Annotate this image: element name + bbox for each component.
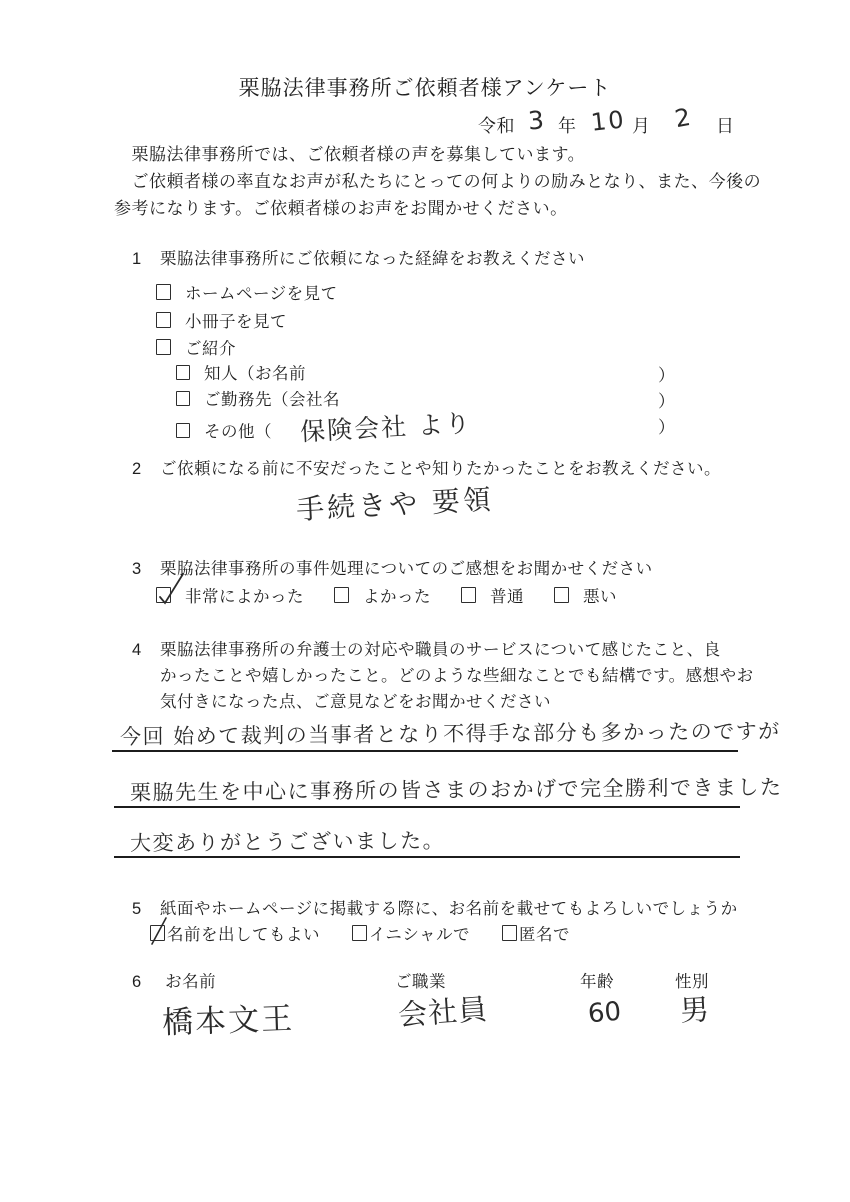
date-line — [478, 102, 758, 142]
q1-option-booklet — [156, 308, 287, 332]
intro-line-1: 栗脇法律事務所では、ご依頼者様の声を募集しています。 — [114, 145, 586, 164]
date-era-label: 令和 — [478, 116, 515, 136]
q4-answer-line-2: 栗脇先生を中心に事務所の皆さまのおかげで完全勝利できました — [114, 766, 740, 808]
q5-title: 5 紙面やホームページに掲載する際に、お名前を載せてもよろしいでしょうか — [132, 900, 738, 918]
checkbox-referral — [156, 339, 171, 355]
date-year-label: 年 — [558, 116, 577, 136]
q4-title: 4 栗脇法律事務所の弁護士の対応や職員のサービスについて感じたこと、良 かったことや嬉しかったこと。どのような些細なことでも結構です。感想やお 気付きになった点、ご意見などをお聞かせください — [132, 637, 754, 715]
q5-options-row — [150, 921, 570, 945]
q1-option-label: ホームページを見て — [185, 285, 338, 303]
checkbox-anonymous — [502, 925, 517, 941]
q6-label-age: 年齢 — [580, 973, 614, 991]
q3-title: 3 栗脇法律事務所の事件処理についてのご感想をお聞かせください — [132, 560, 653, 578]
q5-option-initials: イニシャルで — [352, 921, 470, 945]
q6-label-gender: 性別 — [675, 973, 709, 991]
q6-age-handwritten: 60 — [586, 996, 623, 1030]
q1-option-referral — [156, 335, 236, 359]
date-day-label: 日 — [716, 116, 735, 136]
date-year-handwritten: 3 — [527, 105, 545, 136]
q1-number: 1 — [132, 250, 142, 268]
checkbox-average — [461, 587, 476, 603]
date-month-label: 月 — [632, 116, 651, 136]
checkbox-good — [334, 587, 349, 603]
close-paren: ） — [658, 392, 676, 411]
date-month-handwritten: 10 — [589, 105, 627, 137]
q6-label-occupation: ご職業 — [395, 973, 446, 991]
q6-row — [132, 968, 709, 992]
q1-title: 1 栗脇法律事務所にご依頼になった経緯をお教えください — [132, 250, 585, 268]
q1-option-label: 小冊子を見て — [185, 313, 287, 331]
q1-sub-option-label: 知人（お名前 — [204, 365, 306, 383]
handwritten-check-mark — [154, 572, 186, 608]
q1-other-handwritten-answer: 保険会社 より — [299, 408, 473, 447]
q4-answer-line-1: 今回 始めて裁判の当事者となり不得手な部分も多かったのですが — [112, 712, 738, 752]
q3-option-bad: 悪い — [554, 583, 617, 607]
handwritten-slash-mark — [148, 910, 174, 946]
q2-title: 2 ご依頼になる前に不安だったことや知りたかったことをお教えください。 — [132, 460, 721, 478]
checkbox-employer — [176, 391, 190, 406]
date-day-handwritten: 2 — [672, 102, 693, 134]
q6-occupation-handwritten: 会社員 — [397, 991, 490, 1033]
q1-option-label: ご紹介 — [185, 340, 236, 358]
checkbox-booklet — [156, 312, 171, 328]
checkbox-bad — [554, 587, 569, 603]
intro-line-3: 参考になります。ご依頼者様のお声をお聞かせください。 — [114, 199, 568, 218]
q1-sub-option-other — [176, 408, 676, 448]
checkbox-other — [176, 423, 190, 438]
q6-label-name: お名前 — [165, 973, 217, 991]
intro-line-2: ご依頼者様の率直なお声が私たちにとっての何よりの励みとなり、また、今後の — [114, 172, 762, 191]
q1-option-homepage — [156, 280, 338, 304]
checkbox-homepage — [156, 284, 171, 300]
q3-number: 3 — [132, 560, 142, 578]
q3-option-good: よかった — [334, 583, 431, 607]
q6-number: 6 — [132, 973, 142, 991]
q5-option-real-name: 名前を出してもよい — [150, 921, 320, 945]
checkbox-acquaintance — [176, 365, 190, 380]
q1-sub-option-label: その他（ — [204, 423, 272, 441]
q4-answer-line-3: 大変ありがとうございました。 — [114, 816, 740, 858]
q6-name-handwritten: 橋本文王 — [161, 1000, 295, 1042]
q5-number: 5 — [132, 900, 142, 918]
form-title: 栗脇法律事務所ご依頼者様アンケート — [238, 77, 612, 100]
q5-option-anonymous: 匿名で — [502, 921, 570, 945]
q1-sub-option-acquaintance — [176, 360, 676, 384]
q3-option-average: 普通 — [461, 583, 524, 607]
close-paren: ） — [658, 418, 676, 437]
q2-number: 2 — [132, 460, 142, 478]
q1-sub-option-label: ご勤務先（会社名 — [204, 391, 340, 409]
q3-option-excellent: 非常によかった — [156, 583, 304, 607]
intro-paragraph — [114, 141, 761, 222]
q6-gender-handwritten: 男 — [679, 992, 710, 1028]
q3-options-row — [156, 583, 617, 607]
q4-number: 4 — [132, 641, 142, 659]
checkbox-real-name — [150, 925, 165, 941]
q2-handwritten-answer: 手続きや 要領 — [295, 482, 495, 527]
checkbox-initials — [352, 925, 367, 941]
checkbox-excellent — [156, 587, 171, 603]
close-paren: ） — [658, 366, 676, 385]
